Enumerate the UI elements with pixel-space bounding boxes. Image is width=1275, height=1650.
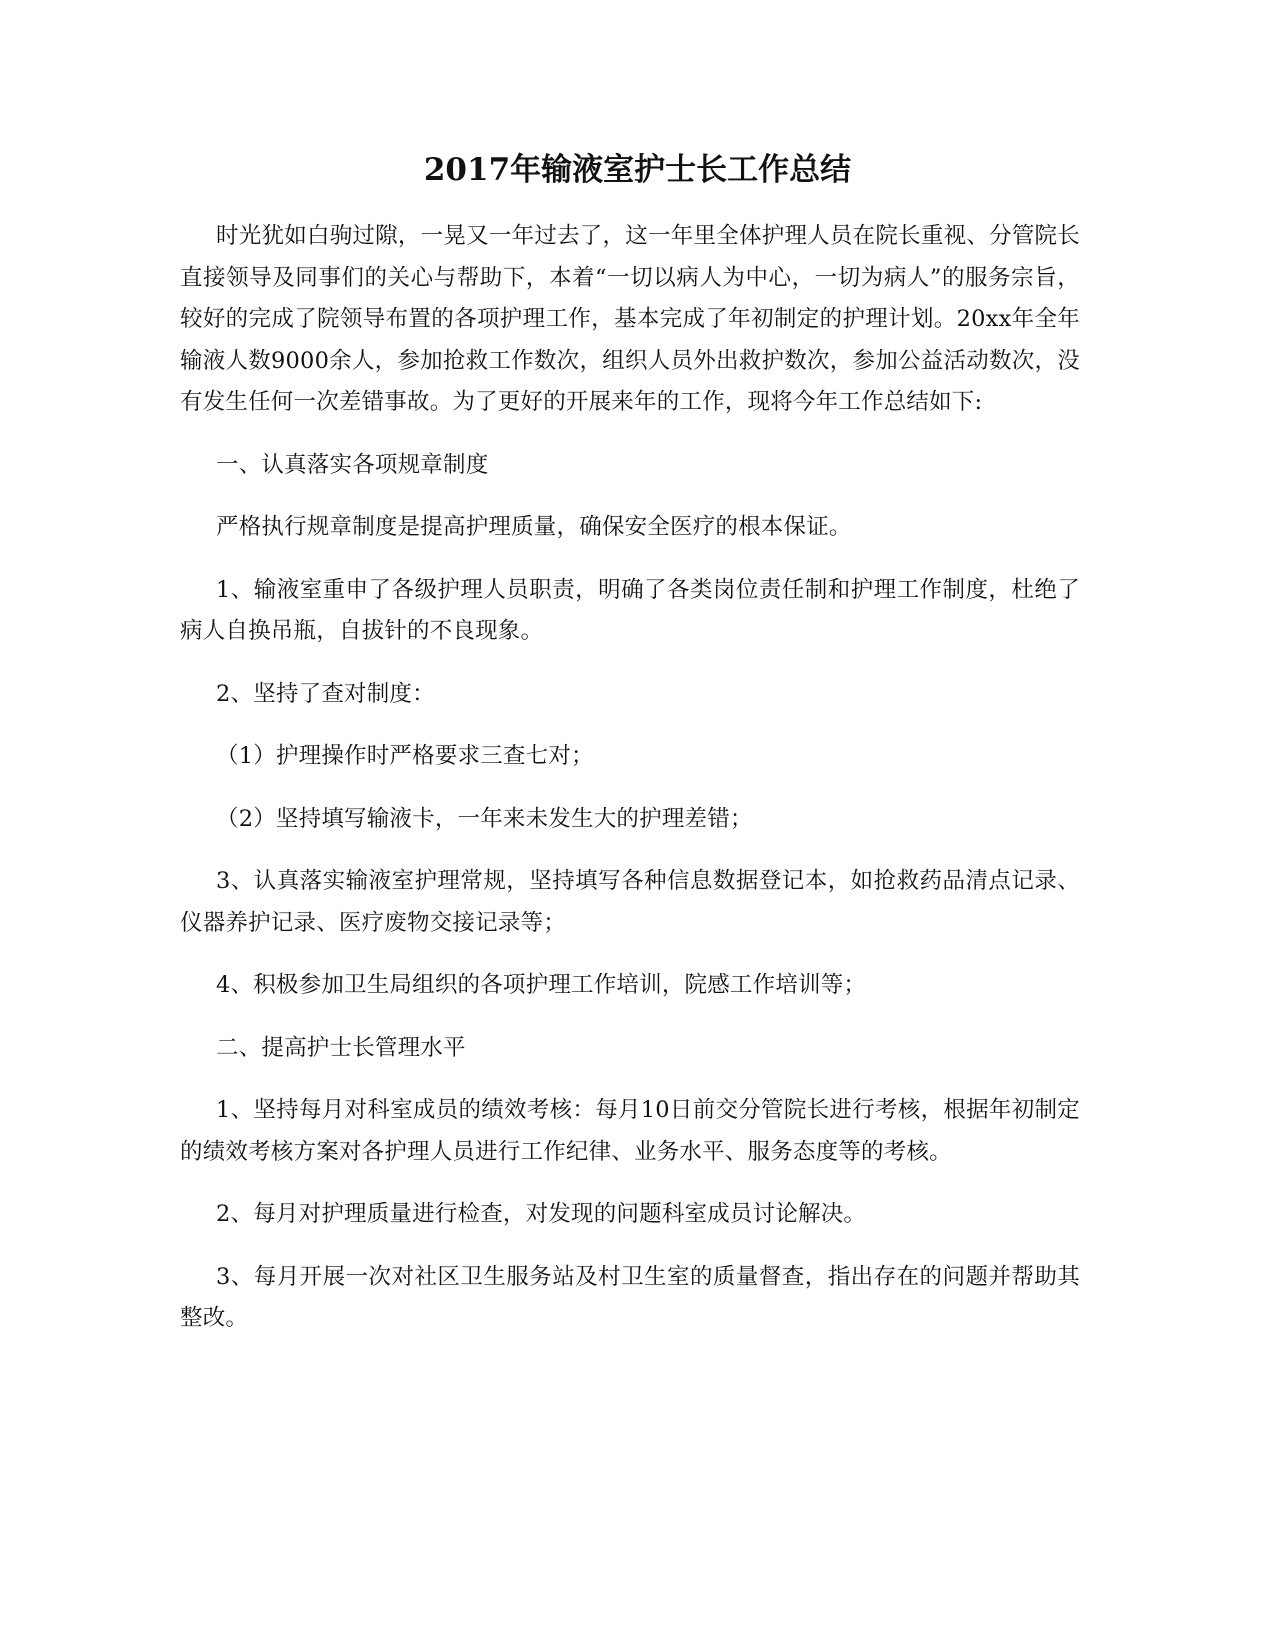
section-heading-2: 二、提高护士长管理水平 (216, 1034, 466, 1061)
intro-paragraph: 时光犹如白驹过隙，一晃又一年过去了，这一年里全体护理人员在院长重视、分管院长直接领导及同事们的关心与帮助下，本着“一切以病人为中心，一切为病人”的服务宗旨，较好的完成了院领导布置的各项护理工作，基本完成了年初制定的护理计划。20xx年全年输液人数9000余人，参加抢救工作数次，组织人员外出救护数次，参加公益活动数次，没有发生任何一次差错事故。为了更好的开展来年的工作，现将今年工作总结如下: (180, 223, 1080, 415)
section-2-item-2: 2、每月对护理质量进行检查，对发现的问题科室成员讨论解决。 (216, 1201, 867, 1227)
document-body (180, 216, 1080, 1361)
section-heading-1: 一、认真落实各项规章制度 (216, 451, 489, 478)
section-1-item-2-sub-1: （1）护理操作时严格要求三查七对； (216, 743, 594, 769)
section-1-item-1: 1、输液室重申了各级护理人员职责，明确了各类岗位责任制和护理工作制度，杜绝了病人自换吊瓶，自拔针的不良现象。 (180, 576, 1080, 644)
section-1-intro: 严格执行规章制度是提高护理质量，确保安全医疗的根本保证。 (216, 514, 852, 540)
section-1-item-4: 4、积极参加卫生局组织的各项护理工作培训，院感工作培训等； (216, 972, 867, 998)
section-1-item-2: 2、坚持了查对制度： (216, 680, 435, 707)
section-2-item-3: 3、每月开展一次对社区卫生服务站及村卫生室的质量督查，指出存在的问题并帮助其整改。 (180, 1263, 1080, 1331)
section-1-item-2-sub-2: （2）坚持填写输液卡，一年来未发生大的护理差错； (216, 805, 753, 832)
section-2-item-1: 1、坚持每月对科室成员的绩效考核：每月10日前交分管院长进行考核，根据年初制定的绩效考核方案对各护理人员进行工作纪律、业务水平、服务态度等的考核。 (180, 1097, 1080, 1165)
section-1-item-3: 3、认真落实输液室护理常规，坚持填写各种信息数据登记本，如抢救药品清点记录、仪器养护记录、医疗废物交接记录等； (180, 868, 1080, 936)
document-title: 2017年输液室护士长工作总结 (423, 152, 852, 188)
